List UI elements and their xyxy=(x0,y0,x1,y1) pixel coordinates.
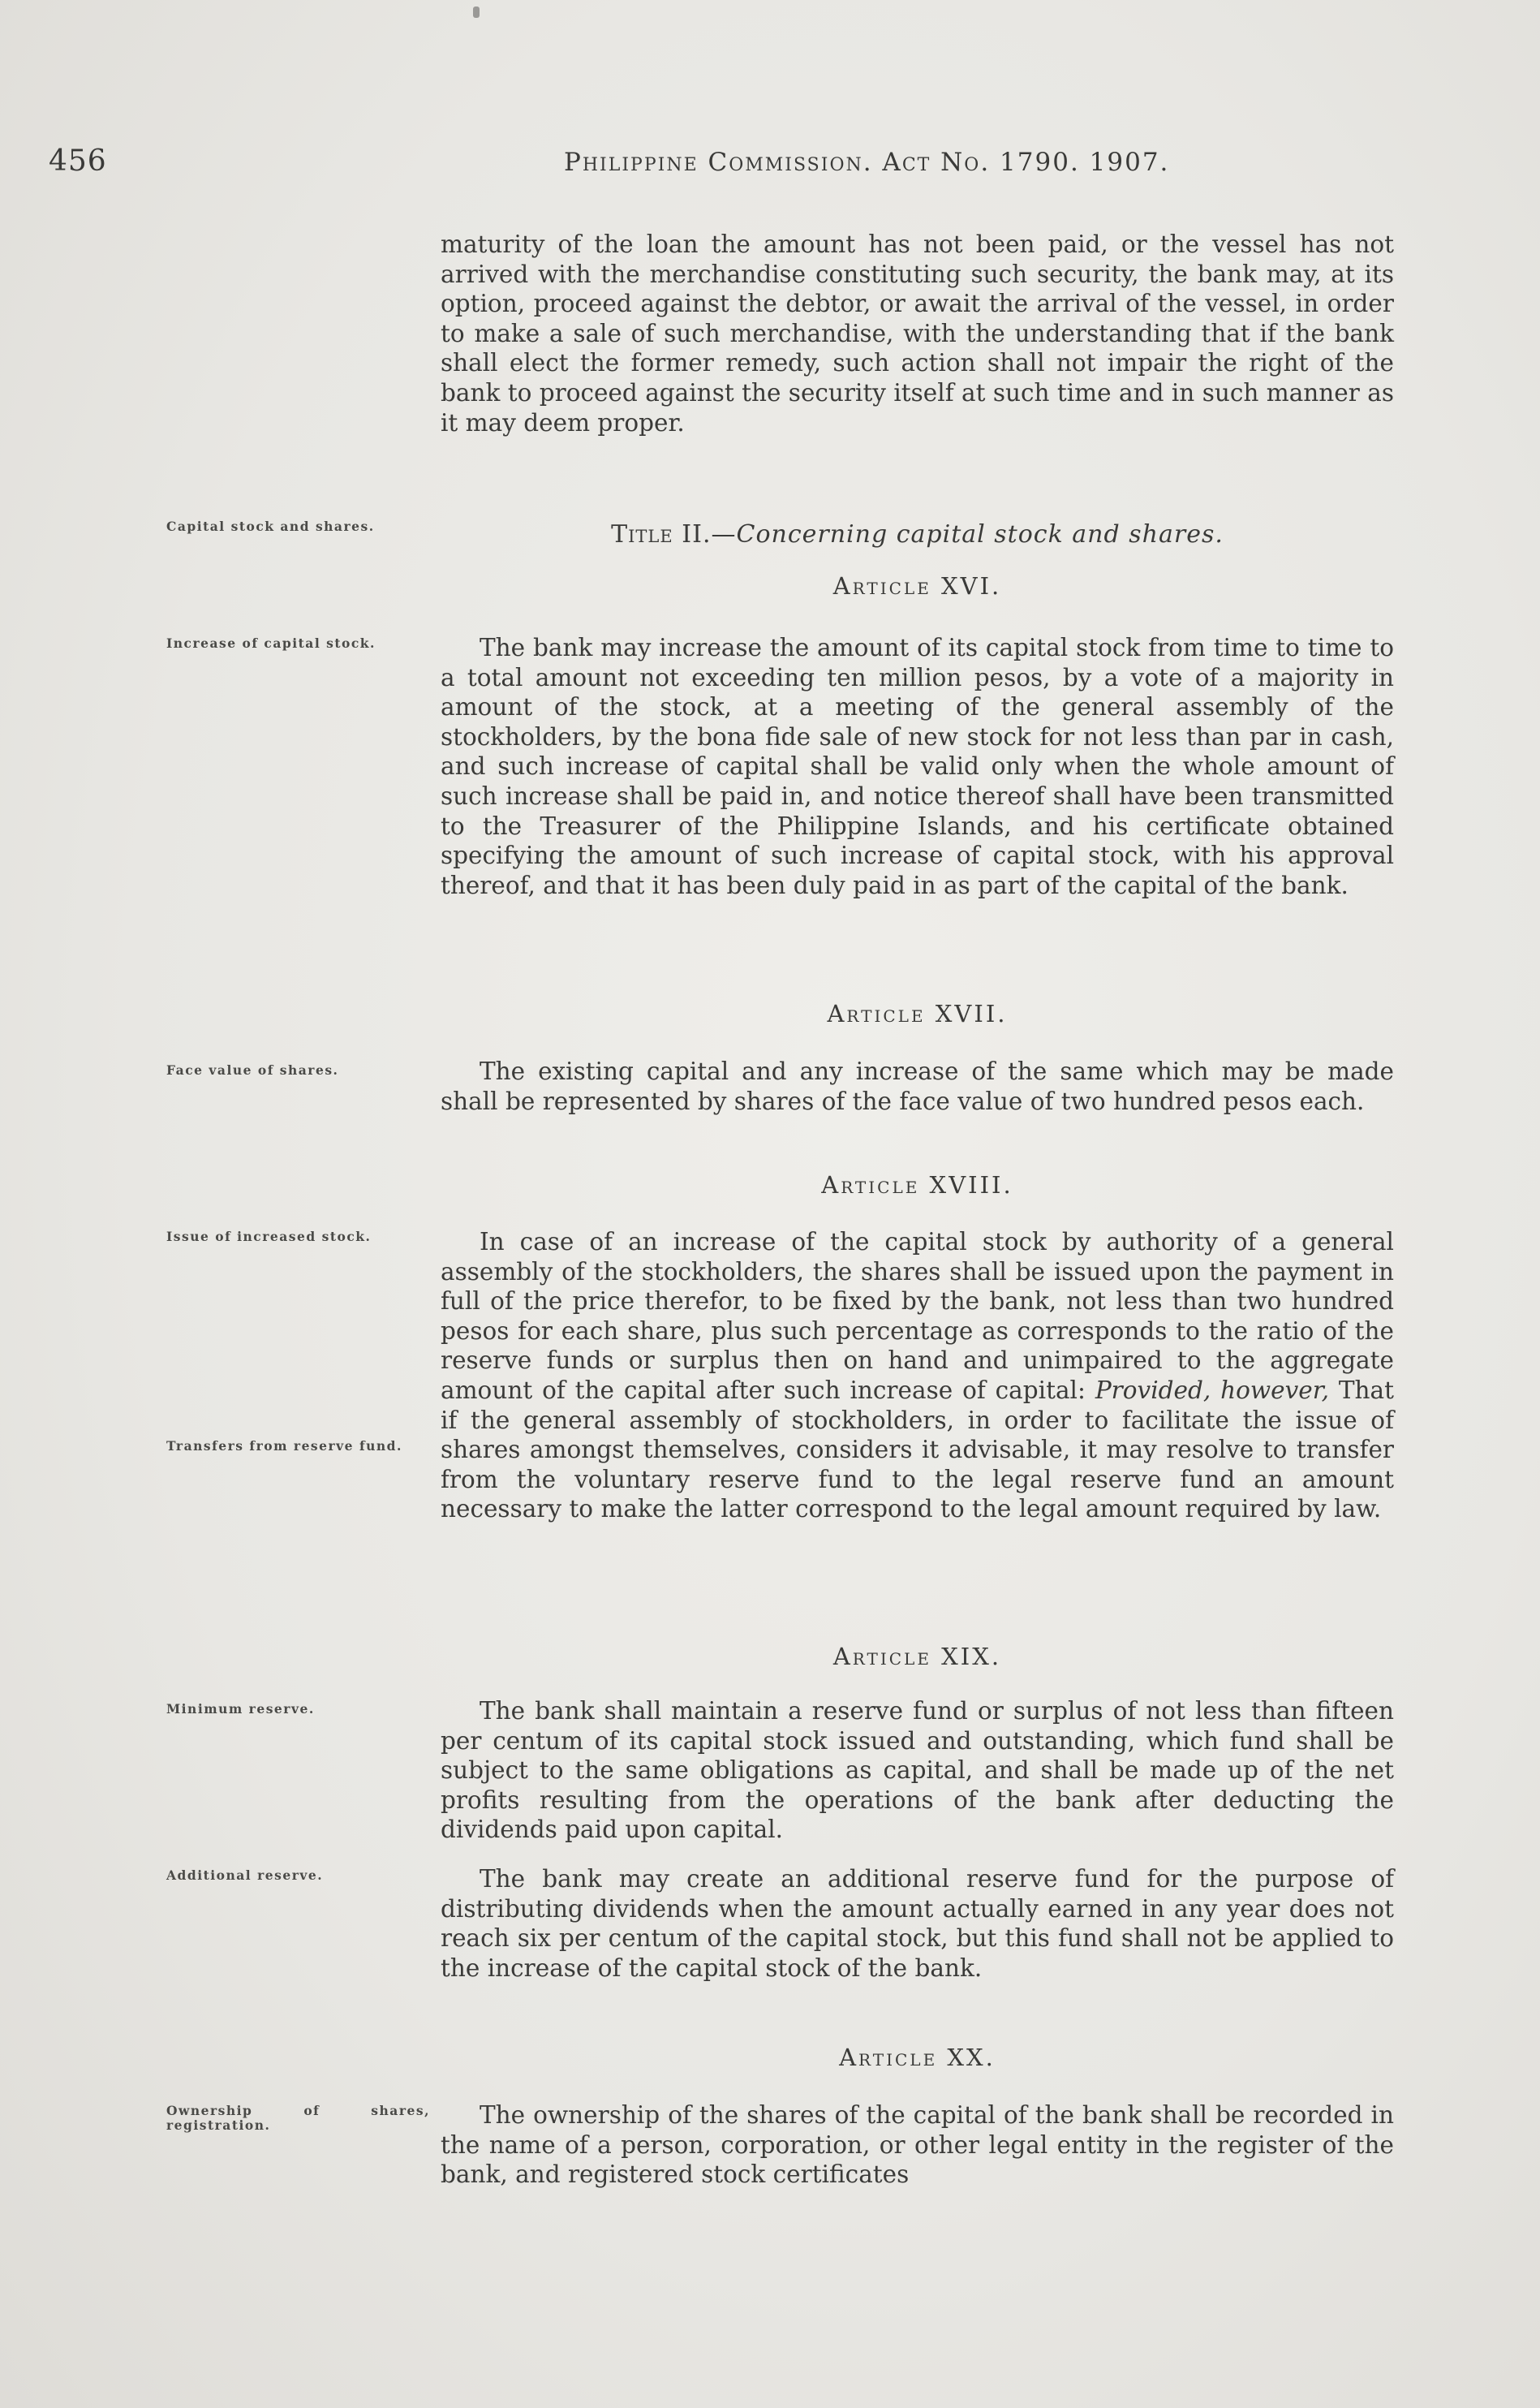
continuation-text: maturity of the loan the amount has not been paid, or the vessel has not arrived with the merchandise constituting such security, the bank may, at its option, proceed against the debtor, or await the arrival of the vessel, in order to make a sale of such merchandise, with the understanding that if the bank shall elect the former remedy, such action shall not impair the right of the bank to proceed against the security itself at such time and in such manner as it may deem proper. xyxy=(441,230,1394,437)
article-xviii-text-before: In case of an increase of the capital stock by authority of a general assembly of the stockholders, the shares shall be issued upon the payment in full of the price therefor, to be fixed by the bank, not less than two hundred pesos for each share, plus such percentage as corresponds to the ratio of the reserve funds or surplus then on hand and unimpaired to the aggregate amount of the capital after such increase of capital: xyxy=(441,1228,1394,1404)
article-xvi-body xyxy=(441,633,1394,900)
title-label: Title II. xyxy=(611,520,712,549)
sidenote-capital-stock: Capital stock and shares. xyxy=(166,519,375,534)
article-xviii-proviso: Provided, however, xyxy=(1095,1376,1329,1404)
sidenote-additional-reserve: Additional reserve. xyxy=(166,1867,324,1883)
sidenote-ownership: Ownership of shares, registration. xyxy=(166,2103,430,2133)
title-heading: Title II.—Concerning capital stock and shares. xyxy=(611,520,1224,549)
article-xix-body-2 xyxy=(441,1864,1394,1983)
article-xviii-heading: Article XVIII. xyxy=(821,1171,1013,1199)
article-xvii-text: The existing capital and any increase of the same which may be made shall be represented by shares of the face value of two hundred pesos each. xyxy=(441,1058,1394,1115)
title-subject: Concerning capital stock and shares. xyxy=(736,520,1224,549)
article-xix-text-1: The bank shall maintain a reserve fund or surplus of not less than fifteen per centum of its capital stock issued and outstanding, which fund shall be subject to the same obligations as capital, and shall be made up of the net profits resulting from the operations of the bank after deducting the dividends paid upon capital. xyxy=(441,1697,1394,1844)
page-number: 456 xyxy=(49,144,107,178)
sidenote-transfers: Transfers from reserve fund. xyxy=(166,1438,402,1454)
article-xx-text: The ownership of the shares of the capital of the bank shall be recorded in the name of a person, corporation, or other legal entity in the register of the bank, and registered stock certificates xyxy=(441,2101,1394,2189)
page-header xyxy=(49,144,1428,185)
scan-speck xyxy=(473,6,480,18)
article-xix-body-1 xyxy=(441,1696,1394,1845)
continuation-paragraph xyxy=(441,230,1394,437)
sidenote-issue-increased: Issue of increased stock. xyxy=(166,1229,372,1244)
article-xviii-text xyxy=(441,1227,1394,1524)
article-xvii-heading: Article XVII. xyxy=(827,1000,1008,1027)
article-xviii-text-after: That if the general assembly of stockholders, in order to facilitate the issue of shares amongst themselves, considers it advisable, it may resolve to transfer from the voluntary reserve fund to the legal reserve fund an amount necessary to make the latter correspond to the legal amount required by law. xyxy=(441,1376,1394,1523)
article-xix-text-2: The bank may create an additional reserve fund for the purpose of distributing dividends when the amount actually earned in any year does not reach six per centum of the capital stock, but this fund shall not be applied to the increase of the capital stock of the bank. xyxy=(441,1865,1394,1982)
article-xx-heading: Article XX. xyxy=(839,2044,996,2071)
article-xvii-body xyxy=(441,1057,1394,1116)
article-xviii-body xyxy=(441,1227,1394,1524)
article-xvi-heading: Article XVI. xyxy=(832,572,1002,600)
article-xx-body xyxy=(441,2100,1394,2190)
article-xvi-text: The bank may increase the amount of its capital stock from time to time to a total amount not exceeding ten million pesos, by a vote of a majority in amount of the stock, at a meeting of the general assembly of the stockholders, by the bona fide sale of new stock for not less than par in cash, and such increase of capital shall be valid only when the whole amount of such increase shall be paid in, and notice thereof shall have been transmitted to the Treasurer of the Philippine Islands, and his certificate obtained specifying the amount of such increase of capital stock, with his approval thereof, and that it has been duly paid in as part of the capital of the bank. xyxy=(441,634,1394,899)
running-head: Philippine Commission. Act No. 1790. 1907. xyxy=(564,148,1170,177)
sidenote-increase-capital: Increase of capital stock. xyxy=(166,635,376,651)
article-xix-heading: Article XIX. xyxy=(832,1643,1002,1670)
sidenote-minimum-reserve: Minimum reserve. xyxy=(166,1701,315,1717)
sidenote-face-value: Face value of shares. xyxy=(166,1062,339,1078)
